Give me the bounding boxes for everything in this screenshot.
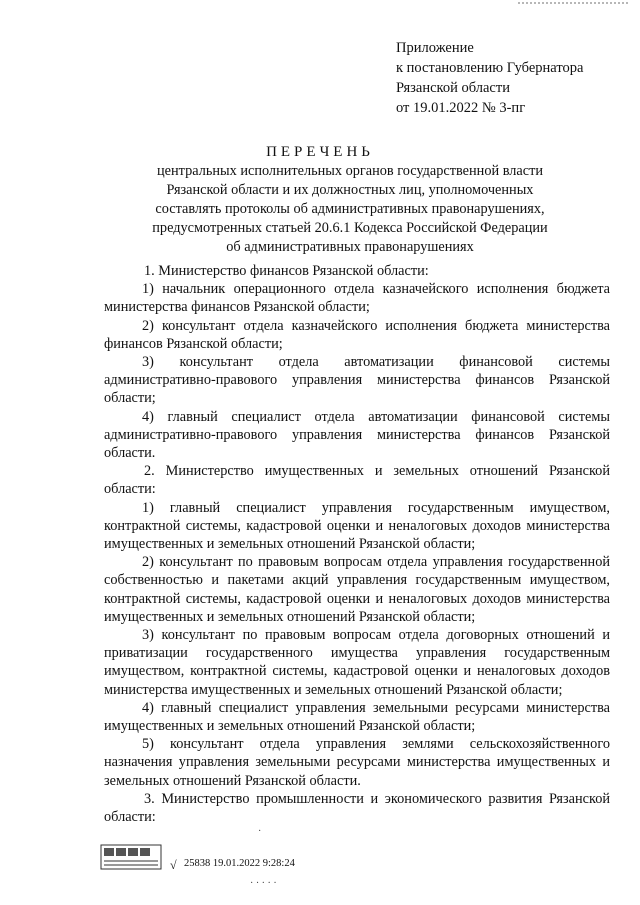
list-item: 1) главный специалист управления государственным имуществом, контрактной системы, кадастровой оценки и неналоговых доходов министерства имущественных и земельных отношений Рязанской области; bbox=[104, 499, 610, 553]
subtitle-line: составлять протоколы об административных правонарушениях, bbox=[155, 201, 545, 217]
list-item: 4) главный специалист отдела автоматизации финансовой системы административно-правового управления министерства финансов Рязанской области. bbox=[104, 408, 610, 462]
list-item: 1) начальник операционного отдела казначейского исполнения бюджета министерства финансов Рязанской области; bbox=[104, 281, 610, 316]
scan-speck: · · · · · bbox=[250, 878, 277, 889]
list-item: 4) главный специалист управления земельными ресурсами министерства имущественных и земельных отношений Рязанской области; bbox=[104, 699, 610, 735]
document-subtitle bbox=[120, 162, 580, 257]
subtitle-line: предусмотренных статьей 20.6.1 Кодекса Российской Федерации bbox=[152, 220, 548, 236]
subtitle-line: Рязанской области и их должностных лиц, уполномоченных bbox=[166, 182, 534, 198]
checkmark-icon: √ bbox=[170, 858, 177, 872]
registration-stamp-text: 25838 19.01.2022 9:28:24 bbox=[184, 858, 295, 869]
section-heading-3: 3. Министерство промышленности и экономического развития Рязанской области: bbox=[104, 790, 610, 826]
subtitle-line: об административных правонарушениях bbox=[226, 239, 474, 255]
scan-artifact bbox=[518, 2, 628, 8]
appendix-line-2: к постановлению Губернатора bbox=[396, 60, 584, 76]
appendix-header bbox=[396, 38, 583, 118]
list-item: 2) консультант по правовым вопросам отдела управления государственной собственностью и пакетами акций управления государственным имуществом, контрактной системы, кадастровой оценки и неналоговых доходов министерства имущественных и земельных отношений Рязанской области; bbox=[104, 554, 610, 625]
subtitle-line: центральных исполнительных органов государственной власти bbox=[157, 163, 543, 179]
scan-speck: · bbox=[258, 826, 262, 837]
document-title: ПЕРЕЧЕНЬ bbox=[266, 144, 374, 160]
appendix-line-4: от 19.01.2022 № 3-пг bbox=[396, 100, 526, 116]
section-heading-1: 1. Министерство финансов Рязанской области: bbox=[144, 263, 429, 279]
list-item: 5) консультант отдела управления землями сельскохозяйственного назначения управления земельными ресурсами министерства имущественных и земельных отношений Рязанской области. bbox=[104, 736, 610, 789]
registry-seal-icon bbox=[100, 844, 162, 870]
registration-stamp bbox=[100, 844, 360, 874]
appendix-line-3: Рязанской области bbox=[396, 80, 510, 96]
document-body bbox=[104, 262, 610, 826]
section-heading-2: 2. Министерство имущественных и земельных отношений Рязанской области: bbox=[104, 463, 610, 498]
appendix-line-1: Приложение bbox=[396, 40, 474, 56]
list-item: 3) консультант отдела автоматизации финансовой системы административно-правового управления министерства финансов Рязанской области; bbox=[104, 354, 610, 407]
list-item: 3) консультант по правовым вопросам отдела договорных отношений и приватизации государственного имущества управления государственным имуществом, контрактной системы, кадастровой оценки и неналоговых доходов министерства имущественных и земельных отношений Рязанской области; bbox=[104, 627, 610, 698]
list-item: 2) консультант отдела казначейского исполнения бюджета министерства финансов Рязанской области; bbox=[104, 317, 610, 352]
